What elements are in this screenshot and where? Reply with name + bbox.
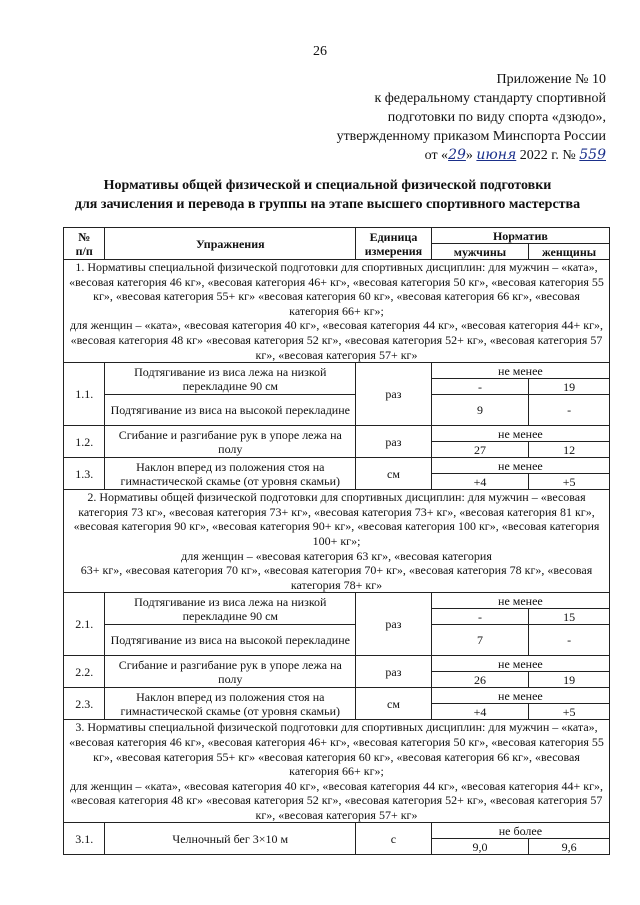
row-3-1-number: 3.1. — [64, 823, 105, 855]
section-3-row — [64, 720, 610, 823]
row-2-2-exercise: Сгибание и разгибание рук в упоре лежа на полу — [105, 656, 356, 688]
date-month: июня — [476, 147, 517, 163]
section-1-row — [64, 260, 610, 363]
row-2-2-unit: раз — [356, 656, 432, 688]
row-3-1-exercise: Челночный бег 3×10 м — [105, 823, 356, 855]
appendix-line-3: подготовки по виду спорта «дзюдо», — [387, 110, 606, 125]
appendix-line-2: к федеральному стандарту спортивной — [374, 91, 606, 106]
row-1-3-number: 1.3. — [64, 458, 105, 490]
table-row — [64, 395, 610, 426]
table-row — [64, 688, 610, 704]
table-row — [64, 823, 610, 839]
header-women: женщины — [529, 244, 610, 260]
row-1-1-a-men: - — [431, 379, 528, 395]
row-2-1-exercise-b: Подтягивание из виса на высокой перекладине — [105, 625, 356, 656]
table-row — [64, 458, 610, 474]
section-2-heading: 2. Нормативы общей физической подготовки для спортивных дисциплин: для мужчин – «весовая категория 73 кг», «весовая категория 73+ кг», «весовая категория 73+ кг», «весовая категория 81 кг», «весовая категория 90 кг», «весовая категория 90+ кг», «весовая категория 100 кг», «весовая категория 100+ кг»; для женщин – «весовая категория 63 кг», «весовая категория 63+ кг», «весовая категория 70 кг», «весовая категория 70+ кг», «весовая категория 78 кг», «весовая категория 78+ кг» — [64, 490, 610, 593]
row-2-3-men: +4 — [431, 704, 528, 720]
row-1-3-women: +5 — [529, 474, 610, 490]
row-2-1-number: 2.1. — [64, 593, 105, 656]
row-1-1-condition: не менее — [431, 363, 609, 379]
row-2-1-b-men: 7 — [431, 625, 528, 656]
row-2-2-number: 2.2. — [64, 656, 105, 688]
row-1-1-unit: раз — [356, 363, 432, 426]
row-1-1-exercise-a: Подтягивание из виса лежа на низкой перекладине 90 см — [105, 363, 356, 395]
table-row — [64, 426, 610, 442]
document-title — [40, 176, 615, 214]
document-title-line-1: Нормативы общей физической и специальной физической подготовки — [103, 178, 552, 193]
row-1-2-unit: раз — [356, 426, 432, 458]
appendix-date-line — [337, 146, 606, 165]
row-1-3-condition: не менее — [431, 458, 609, 474]
row-2-1-exercise-a: Подтягивание из виса лежа на низкой перекладине 90 см — [105, 593, 356, 625]
table-row — [64, 625, 610, 656]
row-2-1-condition: не менее — [431, 593, 609, 609]
row-1-3-exercise: Наклон вперед из положения стоя на гимнастической скамье (от уровня скамьи) — [105, 458, 356, 490]
row-1-2-number: 1.2. — [64, 426, 105, 458]
row-2-2-women: 19 — [529, 672, 610, 688]
row-2-3-unit: см — [356, 688, 432, 720]
row-1-1-b-women: - — [529, 395, 610, 426]
table-row — [64, 656, 610, 672]
row-3-1-unit: с — [356, 823, 432, 855]
appendix-line-4: утвержденному приказом Минспорта России — [336, 129, 606, 144]
date-year: 2022 г. № — [516, 148, 580, 163]
header-norm: Норматив — [431, 228, 609, 244]
appendix-title: Приложение № 10 — [496, 72, 606, 87]
row-2-3-women: +5 — [529, 704, 610, 720]
row-1-1-b-men: 9 — [431, 395, 528, 426]
row-2-1-b-women: - — [529, 625, 610, 656]
row-1-1-number: 1.1. — [64, 363, 105, 426]
row-2-2-men: 26 — [431, 672, 528, 688]
row-1-2-men: 27 — [431, 442, 528, 458]
row-3-1-women: 9,6 — [529, 839, 610, 855]
row-3-1-men: 9,0 — [431, 839, 528, 855]
row-2-1-a-men: - — [431, 609, 528, 625]
row-1-3-men: +4 — [431, 474, 528, 490]
row-1-1-a-women: 19 — [529, 379, 610, 395]
row-1-2-condition: не менее — [431, 426, 609, 442]
row-2-3-condition: не менее — [431, 688, 609, 704]
header-unit: Единица измерения — [356, 228, 432, 260]
row-1-2-women: 12 — [529, 442, 610, 458]
header-number: № п/п — [64, 228, 105, 260]
section-2-row — [64, 490, 610, 593]
norms-table — [63, 227, 610, 855]
header-men: мужчины — [431, 244, 528, 260]
table-row — [64, 593, 610, 609]
row-2-1-a-women: 15 — [529, 609, 610, 625]
row-2-2-condition: не менее — [431, 656, 609, 672]
row-2-3-exercise: Наклон вперед из положения стоя на гимнастической скамье (от уровня скамьи) — [105, 688, 356, 720]
date-prefix: от « — [424, 148, 449, 163]
table-header-row — [64, 228, 610, 244]
date-day: 29 — [448, 147, 466, 163]
row-2-3-number: 2.3. — [64, 688, 105, 720]
page-number: 26 — [313, 44, 327, 59]
row-2-1-unit: раз — [356, 593, 432, 656]
table-row — [64, 363, 610, 379]
section-1-heading: 1. Нормативы специальной физической подготовки для спортивных дисциплин: для мужчин – «ката», «весовая категория 46 кг», «весовая категория 46+ кг», «весовая категория 50 кг», «весовая категория 55 кг», «весовая категория 55+ кг» «весовая категория 60 кг», «весовая категория 66 кг», «весовая категория 66+ кг»; для женщин – «ката», «весовая категория 40 кг», «весовая категория 44 кг», «весовая категория 44+ кг», «весовая категория 48 кг» «весовая категория 52 кг», «весовая категория 52+ кг», «весовая категория 57 кг», «весовая категория 57+ кг» — [64, 260, 610, 363]
order-number: 559 — [579, 147, 606, 163]
date-mid: » — [465, 148, 477, 163]
row-1-1-exercise-b: Подтягивание из виса на высокой перекладине — [105, 395, 356, 426]
row-1-2-exercise: Сгибание и разгибание рук в упоре лежа на полу — [105, 426, 356, 458]
appendix-block — [337, 70, 606, 165]
header-exercises: Упражнения — [105, 228, 356, 260]
document-title-line-2: для зачисления и перевода в группы на этапе высшего спортивного мастерства — [74, 197, 581, 212]
row-1-3-unit: см — [356, 458, 432, 490]
section-3-heading: 3. Нормативы специальной физической подготовки для спортивных дисциплин: для мужчин – «ката», «весовая категория 46 кг», «весовая категория 46+ кг», «весовая категория 50 кг», «весовая категория 55 кг», «весовая категория 55+ кг» «весовая категория 60 кг», «весовая категория 66 кг», «весовая категория 66+ кг»; для женщин – «ката», «весовая категория 40 кг», «весовая категория 44 кг», «весовая категория 44+ кг», «весовая категория 48 кг» «весовая категория 52 кг», «весовая категория 52+ кг», «весовая категория 57 кг», «весовая категория 57+ кг» — [64, 720, 610, 823]
row-3-1-condition: не более — [431, 823, 609, 839]
